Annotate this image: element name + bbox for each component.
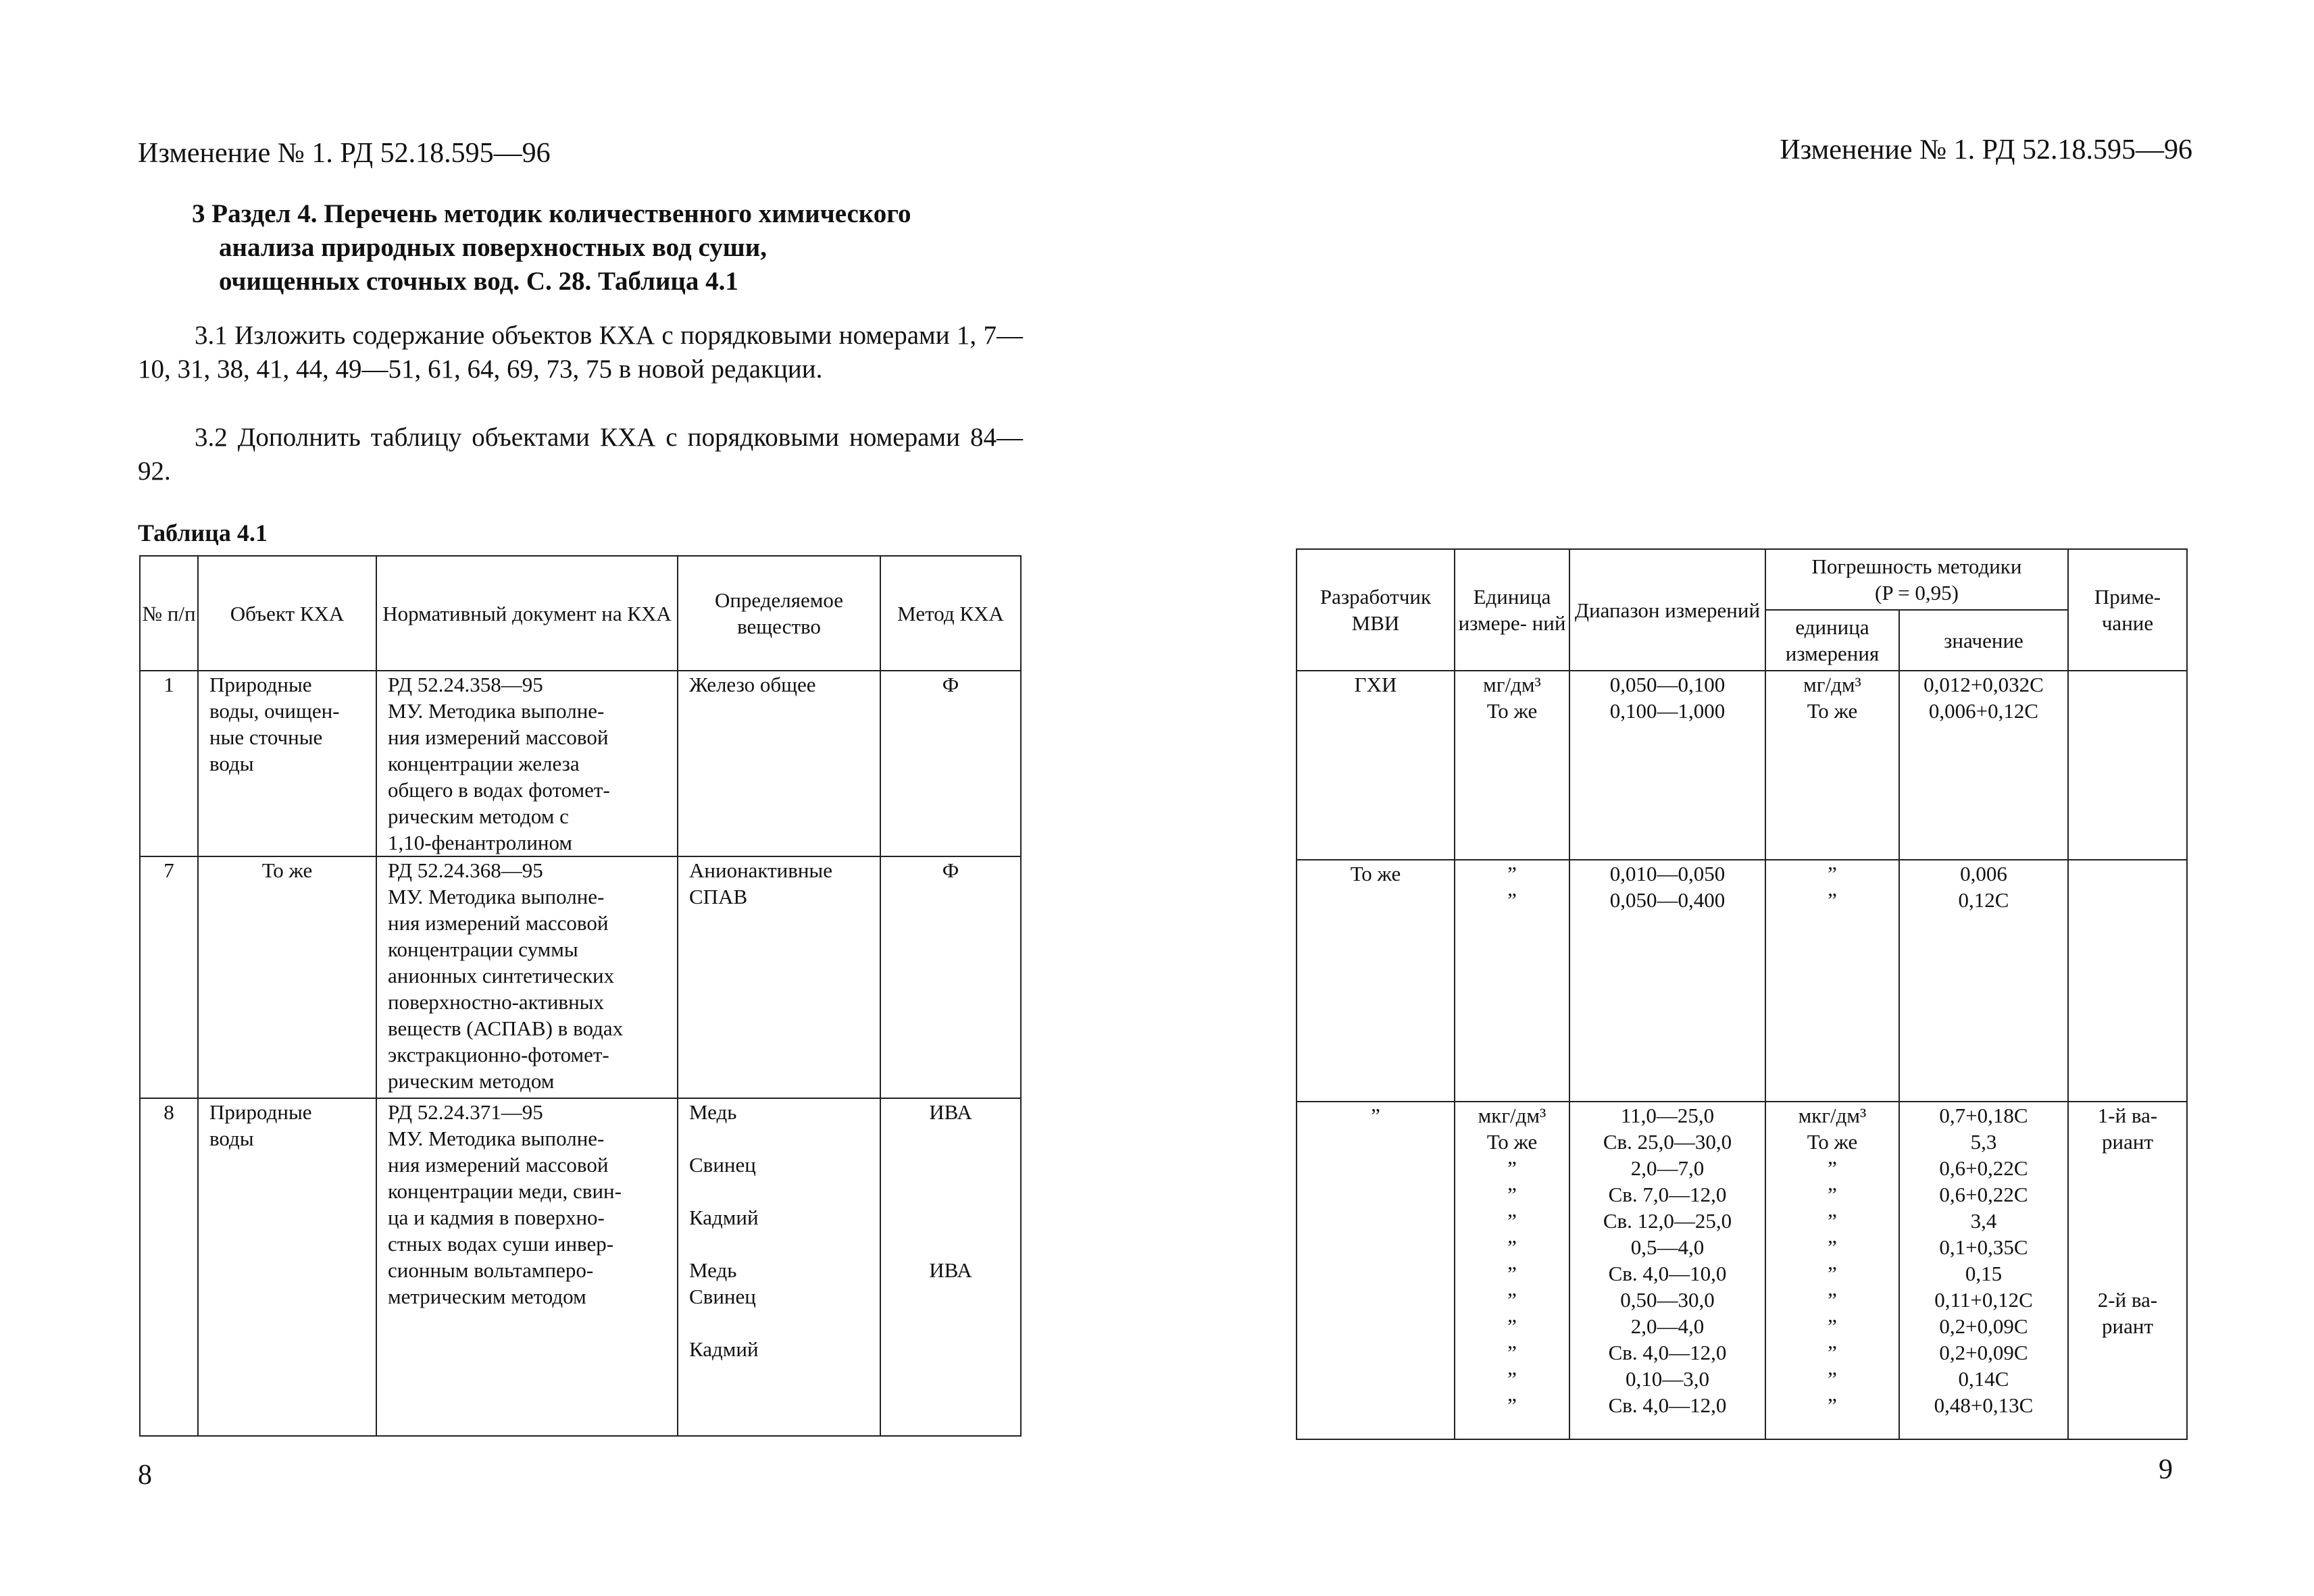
text-line: МУ. Методика выполне- xyxy=(388,699,605,723)
text-line: ” xyxy=(1507,1209,1517,1233)
text-line: ния измерений массовой xyxy=(388,725,609,749)
text-line: 0,2+0,09C xyxy=(1939,1341,2028,1364)
paragraph-3-1: 3.1 Изложить содержание объектов КХА с порядковыми номерами 1, 7—10, 31, 38, 41, 44, 49—51, 61, 64, 69, 73, 75 в новой редакции. xyxy=(138,321,1023,384)
text-line: Анионактивные xyxy=(689,858,833,882)
text-line: ” xyxy=(1507,1367,1517,1391)
row-range xyxy=(1569,1102,1765,1439)
col-header-document: Нормативный документ на КХА xyxy=(376,556,678,671)
row-range xyxy=(1569,860,1765,1102)
text-line: Медь xyxy=(689,1258,737,1282)
text-line: ” xyxy=(1828,1288,1837,1312)
text-line: 0,010—0,050 xyxy=(1609,862,1726,885)
page-number: 8 xyxy=(138,1460,152,1491)
table-row xyxy=(1297,860,2187,1102)
text-line: ные сточные xyxy=(209,725,323,749)
row-substance xyxy=(678,856,880,1098)
text-line: Св. 4,0—10,0 xyxy=(1608,1262,1727,1285)
text-line: Кадмий xyxy=(689,1337,759,1361)
row-method xyxy=(880,671,1021,856)
spacer xyxy=(881,1178,1020,1204)
row-developer xyxy=(1297,860,1455,1102)
header-line: (P = 0,95) xyxy=(1875,581,1959,604)
row-document xyxy=(376,671,678,856)
section-title-line: анализа природных поверхностных вод суши, xyxy=(219,233,767,262)
text-line: 0,12C xyxy=(1958,888,2009,912)
methods-table xyxy=(139,555,1022,1437)
text-line: концентрации железа xyxy=(388,752,580,775)
text-line: стных водах суши инвер- xyxy=(388,1232,614,1256)
row-method xyxy=(880,1098,1021,1436)
row-num: 7 xyxy=(140,856,198,1098)
row-note xyxy=(2068,1102,2187,1439)
text-line: Св. 4,0—12,0 xyxy=(1608,1393,1727,1417)
col-header-range: Диапазон измерений xyxy=(1569,549,1765,671)
text-line: ” xyxy=(1507,862,1517,885)
row-substance xyxy=(678,671,880,856)
row-num: 1 xyxy=(140,671,198,856)
row-range xyxy=(1569,671,1765,860)
text-line: ” xyxy=(1828,1209,1837,1233)
text-line: анионных синтетических xyxy=(388,964,615,987)
text-line: СПАВ xyxy=(689,885,748,908)
table-header-row xyxy=(140,556,1021,671)
col-header-note: Приме- чание xyxy=(2068,549,2187,671)
col-header-object: Объект КХА xyxy=(198,556,376,671)
text-line: 0,50—30,0 xyxy=(1620,1288,1715,1312)
row-substance xyxy=(678,1098,880,1436)
text-line: То же xyxy=(1807,699,1858,723)
text-line: Природные xyxy=(209,1100,312,1124)
table-row xyxy=(1297,671,2187,860)
text-line: ИВА xyxy=(929,1100,972,1124)
row-developer xyxy=(1297,1102,1455,1439)
row-unit xyxy=(1455,860,1569,1102)
text-line: МУ. Методика выполне- xyxy=(388,1127,605,1150)
table-row xyxy=(140,1098,1021,1436)
error-table xyxy=(1296,548,2188,1440)
section-title xyxy=(192,197,1036,299)
text-line: ” xyxy=(1828,862,1837,885)
text-line: ” xyxy=(1507,1314,1517,1338)
spacer xyxy=(689,1125,880,1152)
text-line: 0,14C xyxy=(1958,1367,2009,1391)
text-line: 3,4 xyxy=(1970,1209,1997,1233)
section-title-line: 3 Раздел 4. Перечень методик количественного химического xyxy=(192,199,911,228)
text-line: ” xyxy=(1507,1235,1517,1259)
text-line: 0,6+0,22C xyxy=(1939,1156,2028,1180)
col-header-developer: Разработчик МВИ xyxy=(1297,549,1455,671)
spacer xyxy=(2069,1260,2186,1287)
text-line: ” xyxy=(1828,888,1837,912)
text-line: ” xyxy=(1828,1183,1837,1206)
text-line: РД 52.24.358—95 xyxy=(388,673,543,696)
text-line: Св. 12,0—25,0 xyxy=(1603,1209,1732,1233)
text-line: ИВА xyxy=(929,1258,972,1282)
table-row xyxy=(140,671,1021,856)
text-line: 0,1+0,35C xyxy=(1939,1235,2028,1259)
row-document xyxy=(376,1098,678,1436)
spacer xyxy=(881,1125,1020,1152)
text-line: 0,006 xyxy=(1960,862,2007,885)
text-line: 0,050—0,400 xyxy=(1609,888,1726,912)
text-line: 0,012+0,032C xyxy=(1923,673,2044,696)
text-line: ” xyxy=(1828,1314,1837,1338)
text-line: ” xyxy=(1828,1262,1837,1285)
text-line: То же xyxy=(261,858,313,882)
text-line: ния измерений массовой xyxy=(388,911,609,935)
text-line: мкг/дм³ xyxy=(1798,1104,1867,1127)
row-object xyxy=(198,856,376,1098)
text-line: 11,0—25,0 xyxy=(1620,1104,1715,1127)
text-line: 1-й ва- xyxy=(2097,1104,2158,1127)
spacer xyxy=(2069,1155,2186,1181)
spacer xyxy=(2069,1234,2186,1260)
text-line: ” xyxy=(1828,1393,1837,1417)
text-line: Св. 4,0—12,0 xyxy=(1608,1341,1727,1364)
text-line: рическим методом xyxy=(388,1069,555,1093)
table-caption: Таблица 4.1 xyxy=(138,519,268,546)
text-line: Кадмий xyxy=(689,1206,759,1229)
text-line: ца и кадмия в поверхно- xyxy=(388,1206,605,1229)
text-line: 2,0—4,0 xyxy=(1630,1314,1705,1338)
page-number: 9 xyxy=(2159,1454,2173,1485)
col-header-error-unit: единица измерения xyxy=(1765,610,1899,671)
row-error-unit xyxy=(1765,860,1899,1102)
text-line: риант xyxy=(2102,1314,2153,1338)
row-object xyxy=(198,1098,376,1436)
text-line: ” xyxy=(1828,1341,1837,1364)
text-line: Свинец xyxy=(689,1285,756,1308)
text-line: концентрации суммы xyxy=(388,937,578,961)
text-line: Медь xyxy=(689,1100,737,1124)
header-line: Погрешность методики xyxy=(1811,555,2022,578)
right-page-header: Изменение № 1. РД 52.18.595—96 xyxy=(1780,134,2192,165)
text-line: ния измерений массовой xyxy=(388,1153,609,1177)
text-line: воды xyxy=(209,1127,254,1150)
row-document xyxy=(376,856,678,1098)
text-line: ” xyxy=(1507,888,1517,912)
text-line: 0,100—1,000 xyxy=(1609,699,1726,723)
text-line: РД 52.24.368—95 xyxy=(388,858,543,882)
text-line: ” xyxy=(1507,1288,1517,1312)
text-line: То же xyxy=(1350,862,1401,885)
spacer xyxy=(2069,1208,2186,1234)
text-line: Свинец xyxy=(689,1153,756,1177)
col-header-unit: Единица измере- ний xyxy=(1455,549,1569,671)
text-line: мг/дм³ xyxy=(1483,673,1541,696)
row-unit xyxy=(1455,1102,1569,1439)
text-line: 0,48+0,13C xyxy=(1934,1393,2034,1417)
spacer xyxy=(881,1204,1020,1231)
text-line: сионным вольтамперо- xyxy=(388,1258,594,1282)
text-line: концентрации меди, свин- xyxy=(388,1179,622,1203)
spacer xyxy=(689,1231,880,1257)
row-error-value xyxy=(1899,860,2068,1102)
spacer xyxy=(2069,1181,2186,1208)
text-line: 0,6+0,22C xyxy=(1939,1183,2028,1206)
col-header-error-group xyxy=(1765,549,2068,610)
text-line: 5,3 xyxy=(1970,1130,1997,1154)
table-header-row xyxy=(1297,549,2187,610)
text-line: воды, очищен- xyxy=(209,699,340,723)
text-line: РД 52.24.371—95 xyxy=(388,1100,543,1124)
text-line: ” xyxy=(1507,1393,1517,1417)
text-line: То же xyxy=(1486,1130,1538,1154)
text-line: 0,050—0,100 xyxy=(1609,673,1726,696)
text-line: Св. 7,0—12,0 xyxy=(1608,1183,1727,1206)
text-line: 2-й ва- xyxy=(2097,1288,2158,1312)
row-error-unit xyxy=(1765,671,1899,860)
text-line: мкг/дм³ xyxy=(1478,1104,1546,1127)
row-error-value xyxy=(1899,1102,2068,1439)
paragraph-3-2: 3.2 Дополнить таблицу объектами КХА с порядковыми номерами 84—92. xyxy=(138,423,1023,486)
text-line: ” xyxy=(1507,1341,1517,1364)
text-line: МУ. Методика выполне- xyxy=(388,885,605,908)
text-line: 0,5—4,0 xyxy=(1630,1235,1705,1259)
col-header-substance: Определяемое вещество xyxy=(678,556,880,671)
row-note xyxy=(2068,671,2187,860)
text-line: ” xyxy=(1828,1367,1837,1391)
text-line: 0,006+0,12C xyxy=(1928,699,2039,723)
text-line: экстракционно-фотомет- xyxy=(388,1043,609,1066)
text-line: 0,11+0,12C xyxy=(1934,1288,2033,1312)
text-line: То же xyxy=(1807,1130,1858,1154)
text-line: веществ (АСПАВ) в водах xyxy=(388,1016,624,1040)
row-error-unit xyxy=(1765,1102,1899,1439)
spacer xyxy=(689,1178,880,1204)
text-line: ” xyxy=(1507,1262,1517,1285)
text-line: Природные xyxy=(209,673,312,696)
section-title-line: очищенных сточных вод. С. 28. Таблица 4.1 xyxy=(219,267,738,296)
col-header-num: № п/п xyxy=(140,556,198,671)
text-line: ” xyxy=(1507,1183,1517,1206)
text-line: мг/дм³ xyxy=(1803,673,1861,696)
text-line: общего в водах фотомет- xyxy=(388,778,610,802)
text-line: 0,15 xyxy=(1965,1262,2003,1285)
text-line: То же xyxy=(1486,699,1538,723)
row-note xyxy=(2068,860,2187,1102)
text-line: 0,2+0,09C xyxy=(1939,1314,2028,1338)
table-row xyxy=(1297,1102,2187,1439)
text-line: ” xyxy=(1507,1156,1517,1180)
col-header-error-value: значение xyxy=(1899,610,2068,671)
col-header-method: Метод КХА xyxy=(880,556,1021,671)
row-num: 8 xyxy=(140,1098,198,1436)
text-line: Ф xyxy=(942,858,959,882)
text-line: ” xyxy=(1828,1235,1837,1259)
text-line: 1,10-фенантролином xyxy=(388,831,573,854)
left-page-header: Изменение № 1. РД 52.18.595—96 xyxy=(138,138,551,169)
spacer xyxy=(881,1152,1020,1178)
row-method xyxy=(880,856,1021,1098)
row-error-value xyxy=(1899,671,2068,860)
text-line: 0,10—3,0 xyxy=(1626,1367,1709,1391)
text-line: риант xyxy=(2102,1130,2153,1154)
spacer xyxy=(881,1231,1020,1257)
table-row xyxy=(140,856,1021,1098)
text-line: Железо общее xyxy=(689,673,816,696)
text-line: ” xyxy=(1371,1104,1380,1127)
row-object xyxy=(198,671,376,856)
text-line: 0,7+0,18C xyxy=(1939,1104,2028,1127)
text-line: рическим методом с xyxy=(388,804,569,828)
text-line: Св. 25,0—30,0 xyxy=(1603,1130,1732,1154)
text-line: ГХИ xyxy=(1354,673,1397,696)
text-line: поверхностно-активных xyxy=(388,990,604,1014)
text-line: воды xyxy=(209,752,254,775)
spacer xyxy=(689,1310,880,1336)
text-line: ” xyxy=(1828,1156,1837,1180)
row-unit xyxy=(1455,671,1569,860)
row-developer xyxy=(1297,671,1455,860)
text-line: метрическим методом xyxy=(388,1285,586,1308)
text-line: 2,0—7,0 xyxy=(1630,1156,1705,1180)
text-line: Ф xyxy=(942,673,959,696)
